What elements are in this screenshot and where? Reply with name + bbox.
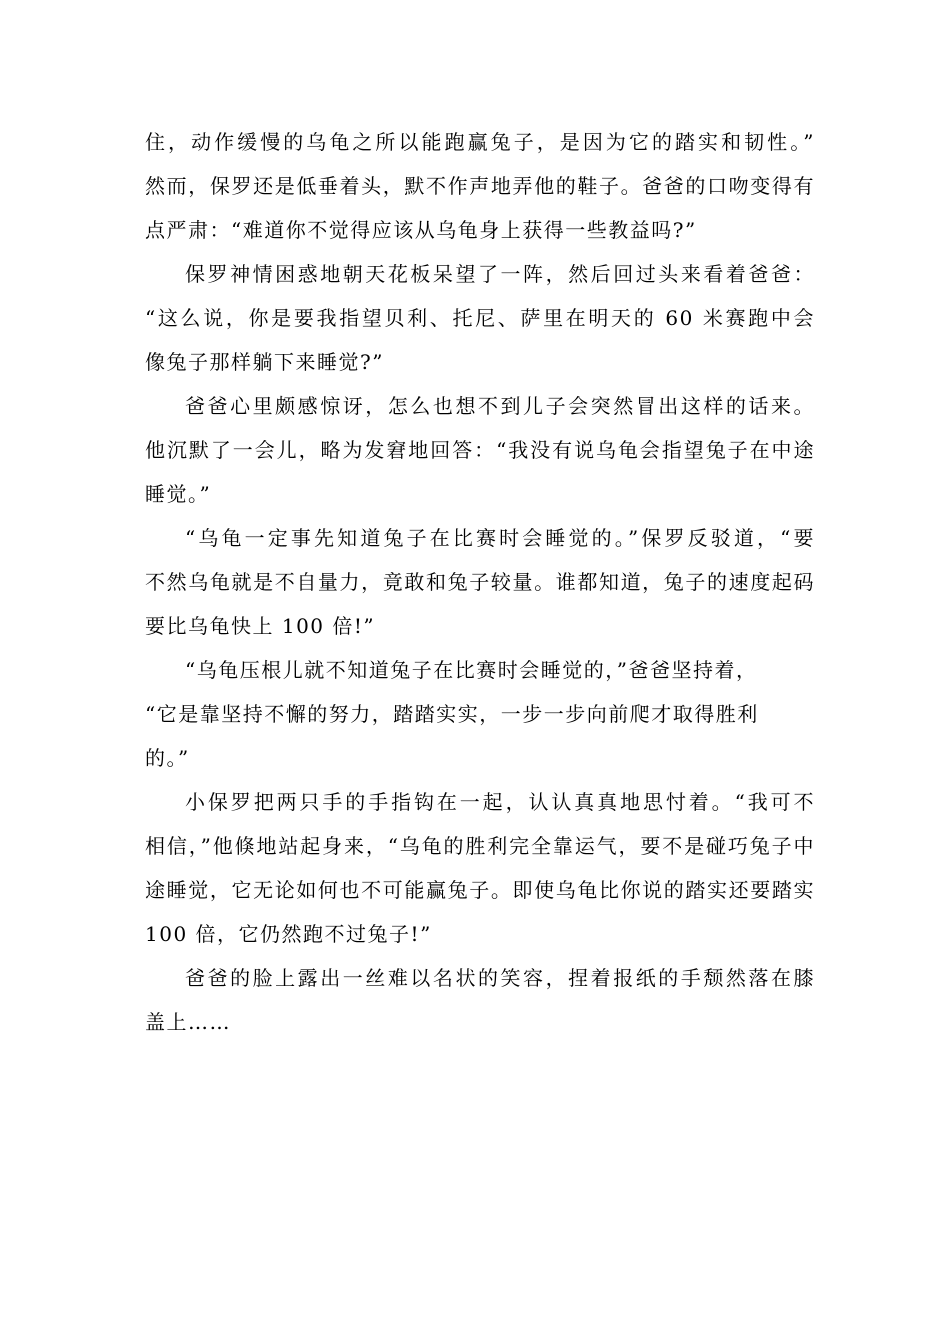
text-line: 途睡觉，它无论如何也不可能赢兔子。即使乌龟比你说的踏实还要踏实 (145, 878, 815, 902)
text-line: 点严肃：“难道你不觉得应该从乌龟身上获得一些教益吗?” (145, 218, 697, 242)
story-text (145, 120, 815, 1044)
text-line: 的。” (145, 746, 190, 770)
text-line: 他沉默了一会儿，略为发窘地回答：“我没有说乌龟会指望兔子在中途 (145, 438, 815, 462)
text-line: 要比乌龟快上 100 倍!” (145, 614, 376, 638)
text-line: “乌龟压根儿就不知道兔子在比赛时会睡觉的，”爸爸坚持着， (185, 658, 758, 682)
text-line: “它是靠坚持不懈的努力，踏踏实实，一步一步向前爬才取得胜利 (145, 702, 759, 726)
text-line: 爸爸心里颇感惊讶，怎么也想不到儿子会突然冒出这样的话来。 (185, 394, 815, 418)
text-line: 保罗神情困惑地朝天花板呆望了一阵，然后回过头来看着爸爸： (185, 262, 815, 286)
text-line: 盖上…… (145, 1010, 231, 1034)
text-line: 住，动作缓慢的乌龟之所以能跑赢兔子，是因为它的踏实和韧性。” (145, 130, 815, 154)
text-line: 爸爸的脸上露出一丝难以名状的笑容，捏着报纸的手颓然落在膝 (185, 966, 815, 990)
text-line: “乌龟一定事先知道兔子在比赛时会睡觉的。”保罗反驳道，“要 (185, 526, 815, 550)
text-line: 像兔子那样躺下来睡觉?” (145, 350, 384, 374)
text-line: 睡觉。” (145, 482, 212, 506)
text-line: 小保罗把两只手的手指钩在一起，认认真真地思忖着。“我可不 (185, 790, 815, 814)
text-line: 100 倍，它仍然跑不过兔子!” (145, 922, 432, 946)
text-line: 然而，保罗还是低垂着头，默不作声地弄他的鞋子。爸爸的口吻变得有 (145, 174, 815, 198)
text-line: 不然乌龟就是不自量力，竟敢和兔子较量。谁都知道，兔子的速度起码 (145, 570, 815, 594)
text-line: 相信，”他倏地站起身来，“乌龟的胜利完全靠运气，要不是碰巧兔子中 (145, 834, 815, 858)
text-line: “这么说，你是要我指望贝利、托尼、萨里在明天的 60 米赛跑中会 (145, 306, 815, 330)
